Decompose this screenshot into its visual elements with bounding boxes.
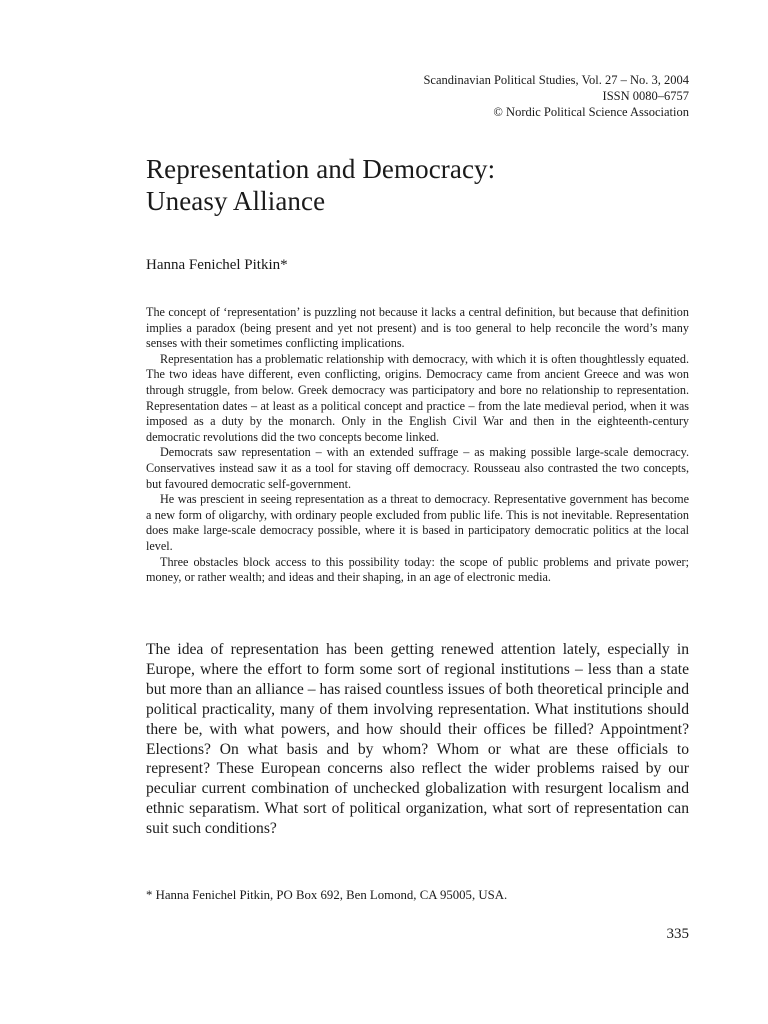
abstract-paragraph: The concept of ‘representation’ is puzzling not because it lacks a central definition, but because that definition implies a paradox (being present and yet not present) and is too general to help reconcile the word’s many senses with their sometimes conflicting implications. — [146, 305, 689, 351]
abstract-paragraph: Democrats saw representation – with an extended suffrage – as making possible large-scale democracy. Conservatives instead saw it as a tool for staving off democracy. Rousseau also contrasted the two concepts, but favoured democratic self-government. — [146, 445, 689, 491]
article-author: Hanna Fenichel Pitkin* — [146, 257, 288, 273]
journal-citation: Scandinavian Political Studies, Vol. 27 – No. 3, 2004 — [423, 73, 689, 87]
journal-copyright: © Nordic Political Science Association — [493, 105, 689, 119]
abstract-paragraph: Representation has a problematic relationship with democracy, with which it is often thoughtlessly equated. The two ideas have different, even conflicting, origins. Democracy came from ancient Greece and was won through struggle, from below. Greek democracy was participatory and bore no relationship to representation. Representation dates – at least as a political concept and practice – from the late medieval period, when it was imposed as a duty by the monarch. Only in the English Civil War and then in the eighteenth-century democratic revolutions did the two concepts become linked. — [146, 351, 689, 444]
article-title — [146, 153, 495, 217]
body-paragraph: The idea of representation has been getting renewed attention lately, especially in Europe, where the effort to form some sort of regional institutions – less than a state but more than an alliance – has raised countless issues of both theoretical principle and political practicality, many of them involving representation. What institutions should there be, with what powers, and how should their offices be filled? Appointment? Elections? On what basis and by whom? Whom or what are these officials to represent? These European concerns also reflect the wider problems raised by our peculiar current combination of unchecked globalization with resurgent localism and ethnic separatism. What sort of political organization, what sort of representation can suit such conditions? — [146, 641, 689, 838]
abstract-paragraph: Three obstacles block access to this possibility today: the scope of public problems and private power; money, or rather wealth; and ideas and their shaping, in an age of electronic media. — [146, 554, 689, 585]
page-number: 335 — [666, 926, 689, 942]
journal-header — [423, 72, 689, 120]
journal-issn: ISSN 0080–6757 — [602, 89, 689, 103]
article-title-line-2: Uneasy Alliance — [146, 186, 326, 216]
body-text — [146, 640, 689, 839]
article-title-line-1: Representation and Democracy: — [146, 154, 496, 184]
abstract — [146, 305, 689, 586]
abstract-paragraph: He was prescient in seeing representation as a threat to democracy. Representative government has become a new form of oligarchy, with ordinary people excluded from public life. This is not inevitable. Representation does make large-scale democracy possible, where it is based in participatory democratic politics at the local level. — [146, 492, 689, 553]
author-footnote: * Hanna Fenichel Pitkin, PO Box 692, Ben Lomond, CA 95005, USA. — [146, 888, 508, 902]
